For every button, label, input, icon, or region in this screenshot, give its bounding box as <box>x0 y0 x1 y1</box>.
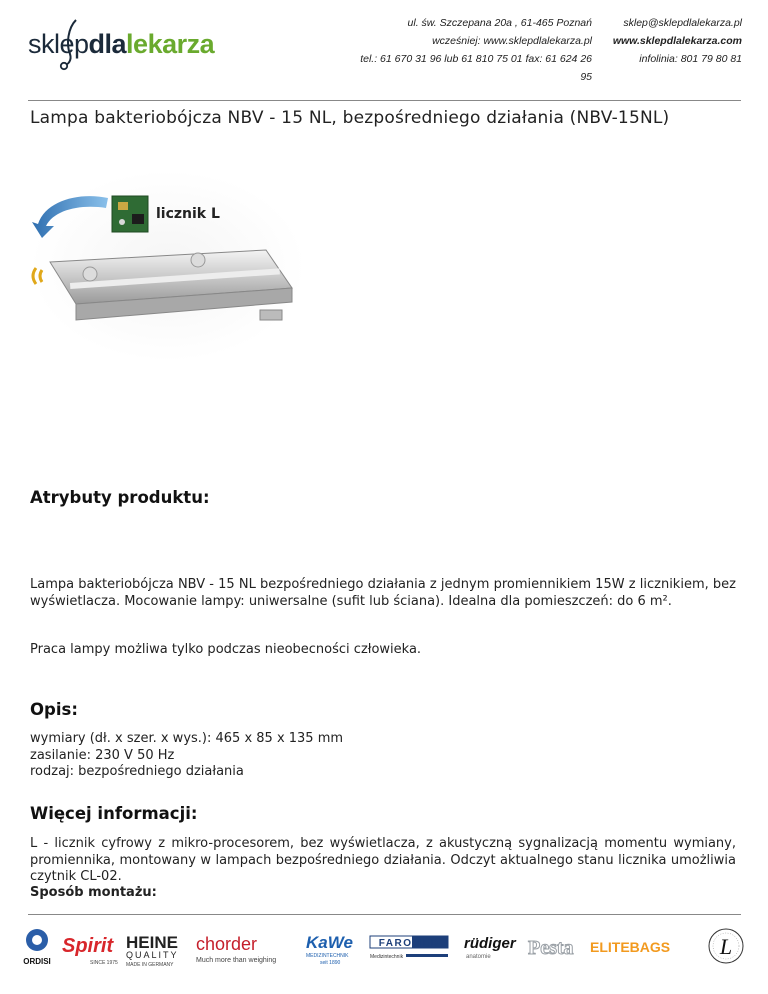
brand-heine-sub2: MADE IN GERMANY <box>126 962 174 968</box>
brand-spirit-sub: SINCE 1975 <box>90 960 118 966</box>
phone-numbers: tel.: 61 670 31 96 lub 61 810 75 01 fax: 61 624 26 95 <box>360 53 592 83</box>
logo-part-sklep: sklep <box>28 29 89 59</box>
logo-part-dla: dla <box>88 29 127 59</box>
attributes-text: Lampa bakteriobójcza NBV - 15 NL bezpośredniego działania z jednym promiennikiem 15W z licznikiem, bez wyświetlacza. Mocowanie lampy: uniwersalne (sufit lub ściana). Idealna dla pomieszczeń: do 6 m². <box>30 577 736 609</box>
attributes-warning: Praca lampy możliwa tylko podczas nieobecności człowieka. <box>30 642 422 657</box>
mounting-label: Sposób montażu: <box>30 885 157 900</box>
brand-spirit[interactable] <box>62 935 118 966</box>
brand-kawe-sub1: MEDIZINTECHNIK <box>306 953 349 959</box>
brand-chorder-text: chorder <box>196 934 258 954</box>
spec-type: rodzaj: bezpośredniego działania <box>30 764 244 780</box>
brand-heine-sub1: QUALITY <box>126 950 179 960</box>
more-info-text: L - licznik cyfrowy z mikro-procesorem, bez wyświetlacza, z akustyczną sygnalizacją momentu wymiany, promiennika, montowany w lampach bezpośredniego działania. Odczyt aktualnego stanu licznika umożliwia czytnik CL-02. <box>30 836 736 885</box>
spec-dimensions: wymiary (dł. x szer. x wys.): 465 x 85 x 135 mm <box>30 731 344 746</box>
brand-rudiger-text: rüdiger <box>464 935 516 952</box>
brand-kawe[interactable] <box>306 933 353 966</box>
site-header <box>0 0 768 92</box>
brand-chorder[interactable] <box>196 934 276 964</box>
brand-heine[interactable] <box>126 933 179 968</box>
store-address: ul. św. Szczepana 20a , 61-465 Poznań <box>407 17 592 29</box>
brand-littmann-text: L <box>719 934 733 959</box>
brand-rudiger[interactable] <box>464 935 517 960</box>
brand-chorder-sub: Much more than weighing <box>196 957 277 964</box>
brand-kawe-text: KaWe <box>306 933 353 952</box>
brand-heine-text: HEINE <box>126 933 178 952</box>
footer-divider <box>28 914 741 915</box>
counter-label: licznik L <box>156 206 220 222</box>
description-heading: Opis: <box>30 700 78 719</box>
more-info-heading: Więcej informacji: <box>30 804 198 823</box>
former-website[interactable]: wcześniej: www.sklepdlalekarza.pl <box>432 35 592 47</box>
store-logo[interactable] <box>28 20 214 60</box>
spec-power: zasilanie: 230 V 50 Hz <box>30 747 175 763</box>
brand-pesta-text: Pesta <box>528 937 574 959</box>
product-image[interactable] <box>30 170 306 362</box>
brand-ordisi[interactable] <box>23 929 51 966</box>
logo-part-lekarza: lekarza <box>126 29 215 59</box>
contact-address-block <box>360 14 592 86</box>
brand-pesta[interactable] <box>528 937 574 959</box>
brand-faromed[interactable] <box>370 936 448 960</box>
brand-logos-strip <box>20 924 750 976</box>
contact-online-block <box>600 14 742 68</box>
header-divider <box>28 100 741 101</box>
attributes-heading: Atrybuty produktu: <box>30 488 210 507</box>
stethoscope-icon <box>58 14 88 74</box>
product-title: Lampa bakteriobójcza NBV - 15 NL, bezpośredniego działania (NBV-15NL) <box>30 108 670 128</box>
description-list <box>30 731 736 781</box>
brand-kawe-sub2: seit 1890 <box>320 960 341 966</box>
brand-rudiger-sub: anatomie <box>466 954 491 960</box>
brand-elitebags-text: ELITEBAGS <box>590 939 671 955</box>
infoline: infolinia: 801 79 80 81 <box>639 53 742 65</box>
brand-spirit-text: Spirit <box>62 935 114 957</box>
brand-faromed-sub: Medizintechnik <box>370 954 404 960</box>
store-website[interactable]: www.sklepdlalekarza.com <box>612 35 742 47</box>
store-email[interactable]: sklep@sklepdlalekarza.pl <box>623 17 742 29</box>
brand-littmann[interactable] <box>709 929 743 963</box>
brand-elitebags[interactable] <box>590 939 670 955</box>
brand-ordisi-text: ORDISI <box>23 957 51 966</box>
brand-faromed-text: FAROMED <box>378 938 440 949</box>
